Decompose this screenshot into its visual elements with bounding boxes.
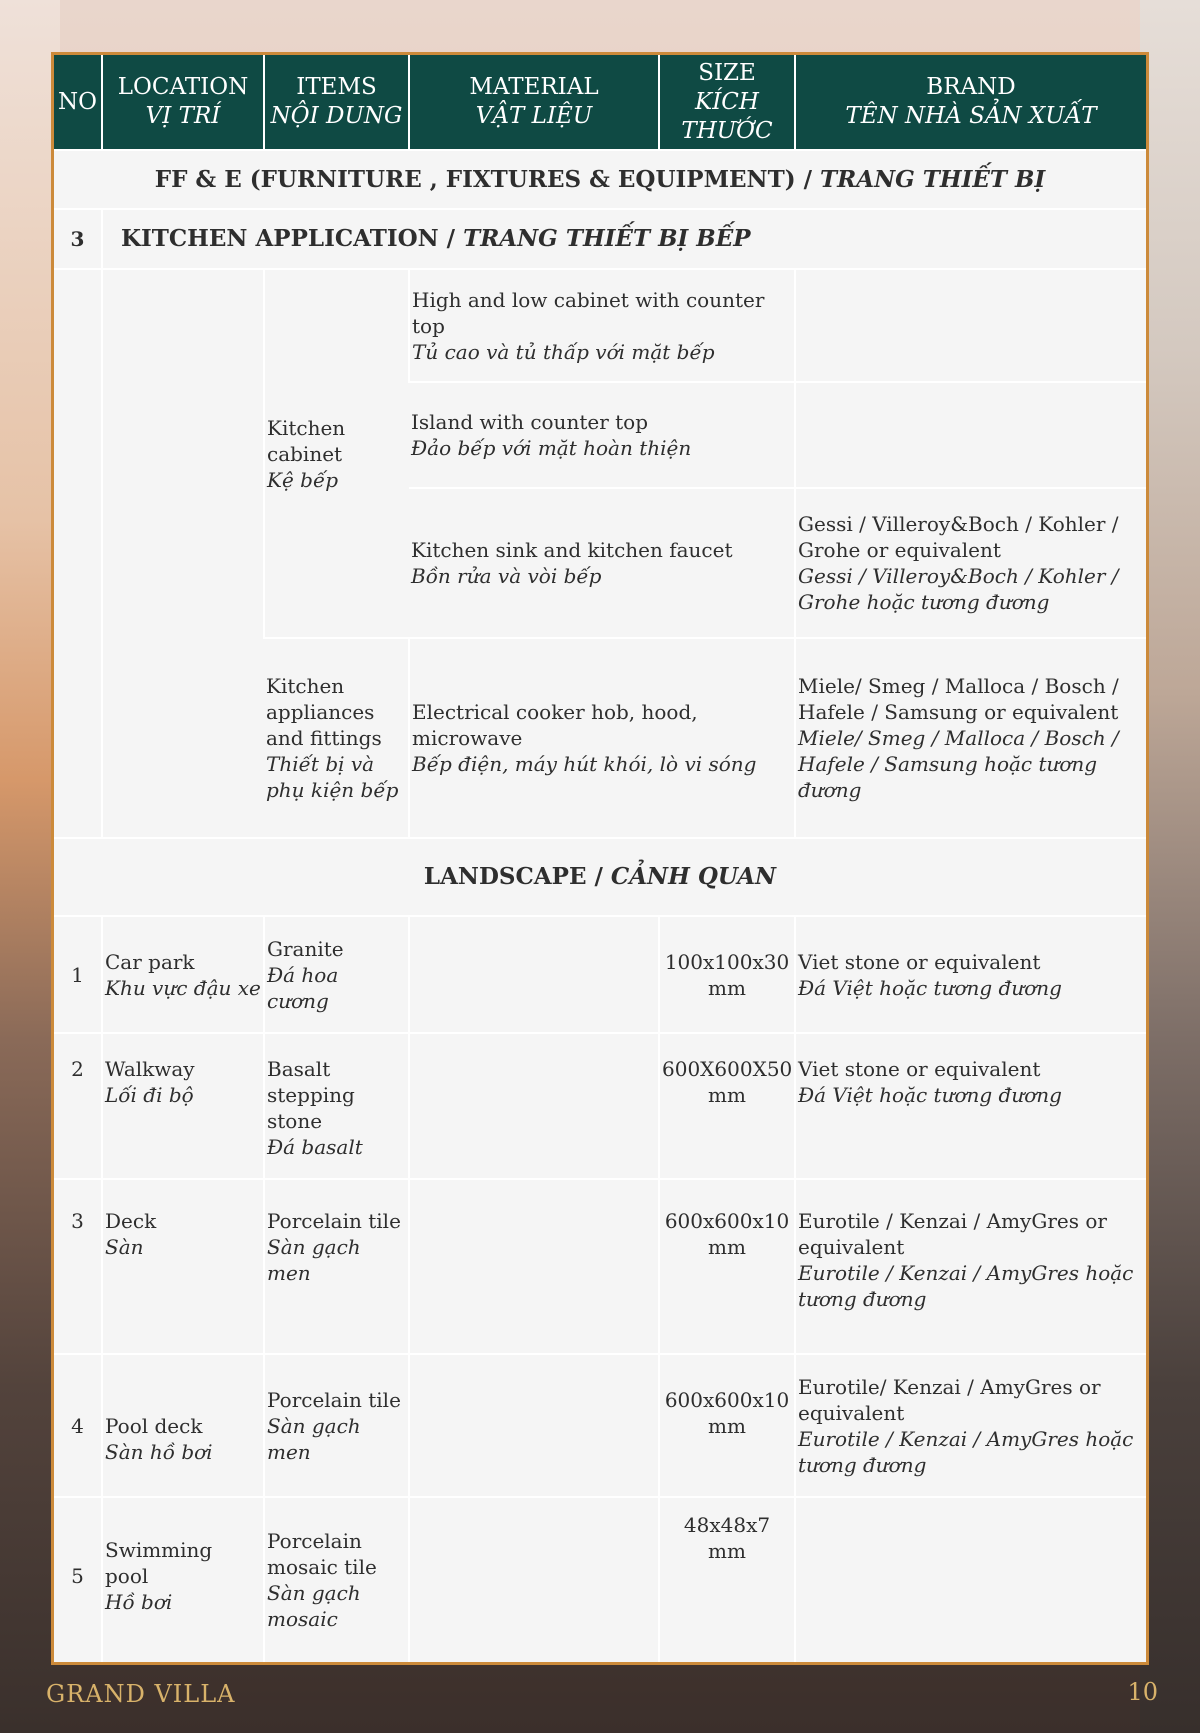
- table-row: [54, 1497, 1146, 1662]
- items-mosaic-tile: Porcelain mosaic tile Sàn gạch mosaic: [264, 1497, 409, 1662]
- header-size: SIZE KÍCH THƯỚC: [659, 55, 795, 150]
- kitchen-section-row: [54, 209, 1146, 269]
- kitchen-section-title: KITCHEN APPLICATION / TRANG THIẾT BỊ BẾP: [102, 209, 1146, 269]
- items-basalt: Basalt stepping stone Đá basalt: [264, 1033, 409, 1179]
- material-island: Island with counter top Đảo bếp với mặt hoàn thiện: [409, 382, 795, 488]
- header-no: NO: [54, 55, 102, 150]
- table-row: [54, 269, 1146, 382]
- brand-cell: [795, 382, 1146, 488]
- material-high-low-cabinet: High and low cabinet with counter top Tủ cao và tủ thấp với mặt bếp: [409, 269, 795, 382]
- header-brand: BRAND TÊN NHÀ SẢN XUẤT: [795, 55, 1146, 150]
- material-cell: [409, 1497, 659, 1662]
- brand-walkway: Viet stone or equivalent Đá Việt hoặc tương đương: [795, 1033, 1146, 1179]
- header-items: ITEMS NỘI DUNG: [264, 55, 409, 150]
- size-pool-deck: 600x600x10 mm: [659, 1354, 795, 1497]
- row-no: 2: [54, 1033, 102, 1179]
- header-location: LOCATION VỊ TRÍ: [102, 55, 264, 150]
- table-header-row: [54, 55, 1146, 150]
- material-cell: [409, 1354, 659, 1497]
- spec-table-frame: [51, 52, 1149, 1665]
- table-row: [54, 916, 1146, 1033]
- row-no: 4: [54, 1354, 102, 1497]
- brand-cell: [795, 269, 1146, 382]
- items-porcelain-tile: Porcelain tile Sàn gạch men: [264, 1354, 409, 1497]
- size-deck: 600x600x10 mm: [659, 1179, 795, 1354]
- brand-pool-deck: Eurotile/ Kenzai / AmyGres or equivalent Eurotile / Kenzai / AmyGres hoặc tương đương: [795, 1354, 1146, 1497]
- table-row: [54, 1033, 1146, 1179]
- location-pool-deck: Pool deck Sàn hồ bơi: [102, 1354, 264, 1497]
- brand-deck: Eurotile / Kenzai / AmyGres or equivalent Eurotile / Kenzai / AmyGres hoặc tương đương: [795, 1179, 1146, 1354]
- table-row: [54, 1179, 1146, 1354]
- landscape-section-title: LANDSCAPE / CẢNH QUAN: [54, 838, 1146, 916]
- items-kitchen-appliances: Kitchen appliances and fittings Thiết bị và phụ kiện bếp: [264, 638, 409, 838]
- row-no: 1: [54, 916, 102, 1033]
- location-deck: Deck Sàn: [102, 1179, 264, 1354]
- specification-table: [54, 55, 1146, 1662]
- brand-cell: [795, 1497, 1146, 1662]
- kitchen-location-cell: [102, 269, 264, 838]
- location-swimming-pool: Swimming pool Hồ bơi: [102, 1497, 264, 1662]
- material-sink-faucet: Kitchen sink and kitchen faucet Bồn rửa và vòi bếp: [409, 488, 795, 638]
- size-swimming-pool: 48x48x7 mm: [659, 1497, 795, 1662]
- page-number: 10: [1127, 1678, 1158, 1706]
- items-kitchen-cabinet: Kitchen cabinet Kệ bếp: [264, 269, 409, 638]
- material-cell: [409, 1033, 659, 1179]
- footer-brand-logo: GRAND VILLA: [46, 1680, 236, 1708]
- size-car-park: 100x100x30 mm: [659, 916, 795, 1033]
- ffe-section-row: [54, 150, 1146, 209]
- brand-car-park: Viet stone or equivalent Đá Việt hoặc tương đương: [795, 916, 1146, 1033]
- brand-sink-faucet: Gessi / Villeroy&Boch / Kohler / Grohe or equivalent Gessi / Villeroy&Boch / Kohler / Grohe hoặc tương đương: [795, 488, 1146, 638]
- material-cell: [409, 1179, 659, 1354]
- background-right: [1140, 0, 1200, 1733]
- kitchen-no-cell: [54, 269, 102, 838]
- kitchen-section-no: 3: [54, 209, 102, 269]
- location-walkway: Walkway Lối đi bộ: [102, 1033, 264, 1179]
- landscape-section-row: [54, 838, 1146, 916]
- material-cell: [409, 916, 659, 1033]
- size-walkway: 600X600X50 mm: [659, 1033, 795, 1179]
- items-porcelain-tile: Porcelain tile Sàn gạch men: [264, 1179, 409, 1354]
- material-cooker-hob: Electrical cooker hob, hood, microwave Bếp điện, máy hút khói, lò vi sóng: [409, 638, 795, 838]
- brand-appliances: Miele/ Smeg / Malloca / Bosch / Hafele / Samsung or equivalent Miele/ Smeg / Malloca / Bosch / Hafele / Samsung hoặc tương đương: [795, 638, 1146, 838]
- items-granite: Granite Đá hoa cương: [264, 916, 409, 1033]
- header-material: MATERIAL VẬT LIỆU: [409, 55, 659, 150]
- location-car-park: Car park Khu vực đậu xe: [102, 916, 264, 1033]
- row-no: 3: [54, 1179, 102, 1354]
- table-row: [54, 1354, 1146, 1497]
- ffe-section-title: FF & E (FURNITURE , FIXTURES & EQUIPMENT) / TRANG THIẾT BỊ: [54, 150, 1146, 209]
- row-no: 5: [54, 1497, 102, 1662]
